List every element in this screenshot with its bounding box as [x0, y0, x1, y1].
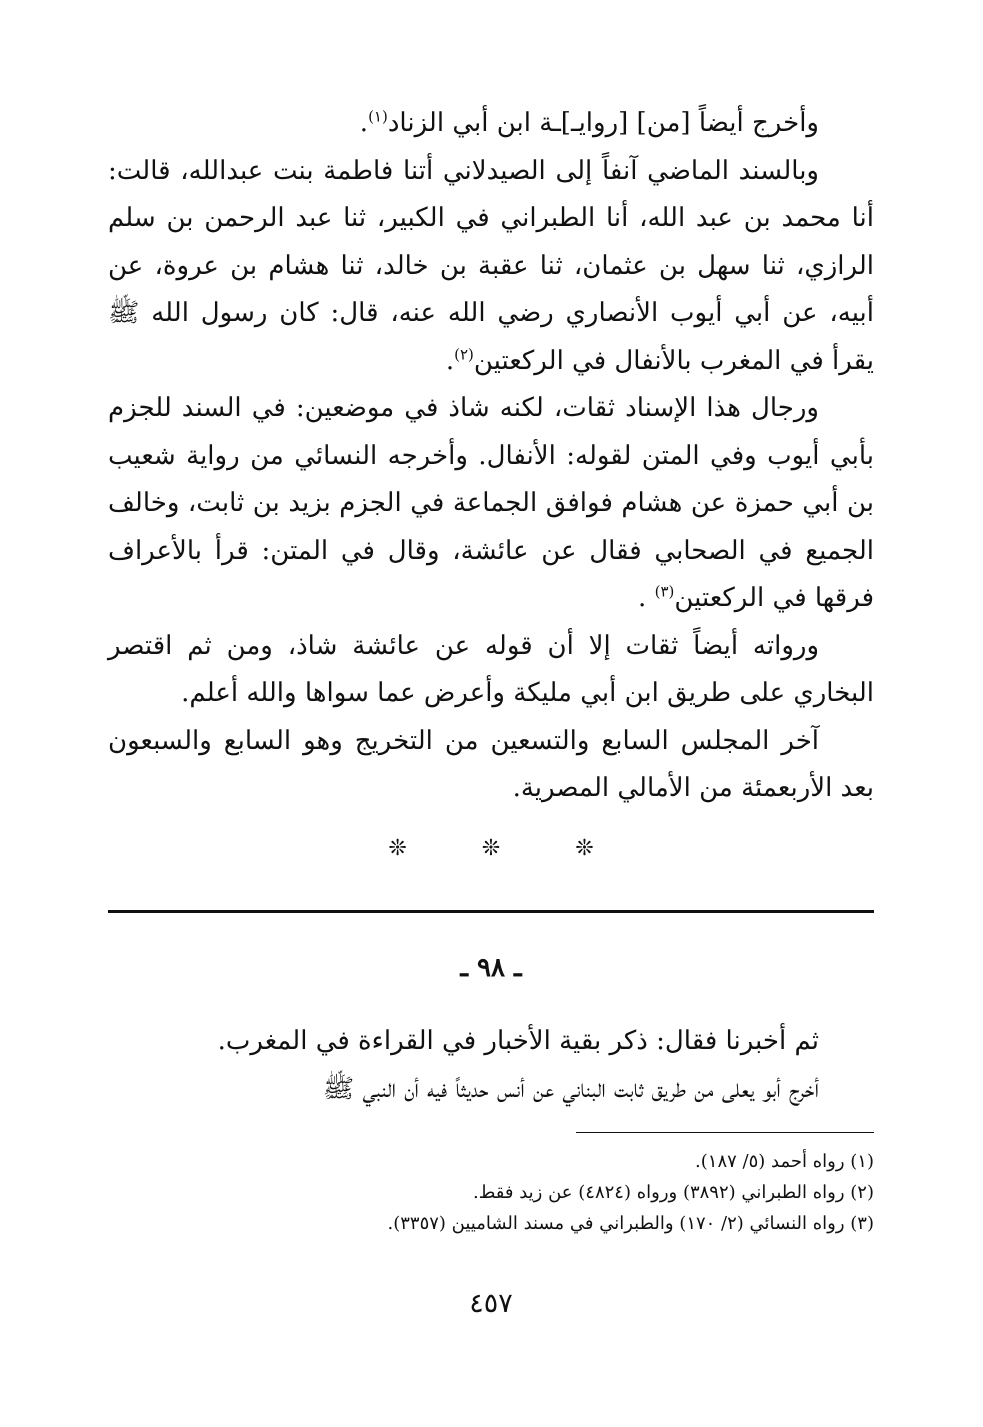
page-number: ٤٥٧	[469, 1288, 513, 1319]
footnote-1: (١) رواه أحمد (٥/ ١٨٧).	[695, 1151, 874, 1172]
paragraph-1: وأخرج أيضاً [من] [روايـ]ـة ابن أبي الزناد$^{(١)}$.	[359, 107, 819, 138]
section-number: ـ ٩٨ ـ	[460, 953, 522, 983]
horizontal-rule	[108, 910, 874, 913]
footnote-ref-1[interactable]: (١)	[368, 107, 388, 126]
star-ornament-icon: ❊	[481, 836, 501, 861]
paragraph-2: وبالسند الماضي آنفاً إلى الصيدلاني أتنا فاطمة بنت عبدالله، قالت: أنا محمد بن عبد الله، أنا الطبراني في الكبير، ثنا عبد الرحمن بن سلم الرازي، ثنا سهل بن عثمان، ثنا عقبة بن خالد، ثنا هشام بن عروة، عن أبيه، عن أبي أيوب الأنصاري رضي الله عنه، قال: كان رسول الله ﷺ يقرأ في المغرب بالأنفال في الركعتين$^{(٢)}$.	[108, 155, 874, 376]
paragraph-5: آخر المجلس السابع والتسعين من التخريج وهو السابع والسبعون بعد الأربعمئة من الأمالي المصرية.	[108, 725, 874, 803]
footnote-2: (٢) رواه الطبراني (٣٨٩٢) ورواه (٤٨٢٤) عن زيد فقط.	[472, 1182, 874, 1203]
footnotes	[108, 1146, 874, 1239]
section-separator	[108, 836, 874, 861]
paragraph-3: ورجال هذا الإسناد ثقات، لكنه شاذ في موضعين: في السند للجزم بأبي أيوب وفي المتن لقوله: الأنفال. وأخرجه النسائي من رواية شعيب بن أبي حمزة عن هشام فوافق الجماعة في الجزم بزيد بن ثابت، وخالف الجميع في الصحابي فقال عن عائشة، وقال في المتن: قرأ بالأعراف فرقها في الركعتين$^{(٣)}$ .	[108, 393, 874, 613]
footnote-ref-3[interactable]: (٣)	[654, 582, 675, 601]
footnote-rule	[576, 1132, 874, 1133]
section-paragraph-1: ثم أخبرنا فقال: ذكر بقية الأخبار في القراءة في المغرب.	[217, 1026, 819, 1056]
footnote-3: (٣) رواه النسائي (٢/ ١٧٠) والطبراني في مسند الشاميين (٣٣٥٧).	[387, 1213, 874, 1234]
paragraph-4: ورواته أيضاً ثقات إلا أن قوله عن عائشة شاذ، ومن ثم اقتصر البخاري على طريق ابن أبي مليكة وأعرض عما سواها والله أعلم.	[108, 630, 874, 708]
star-ornament-icon: ❊	[575, 836, 594, 861]
section-paragraph-2: أخرج أبو يعلى من طريق ثابت البناني عن أنس حديثاً فيه أن النبي ﷺ	[322, 1074, 819, 1104]
section-text	[108, 1017, 874, 1113]
footnote-ref-2[interactable]: (٢)	[454, 344, 474, 363]
star-ornament-icon: ❊	[388, 836, 407, 861]
main-text	[108, 100, 874, 813]
